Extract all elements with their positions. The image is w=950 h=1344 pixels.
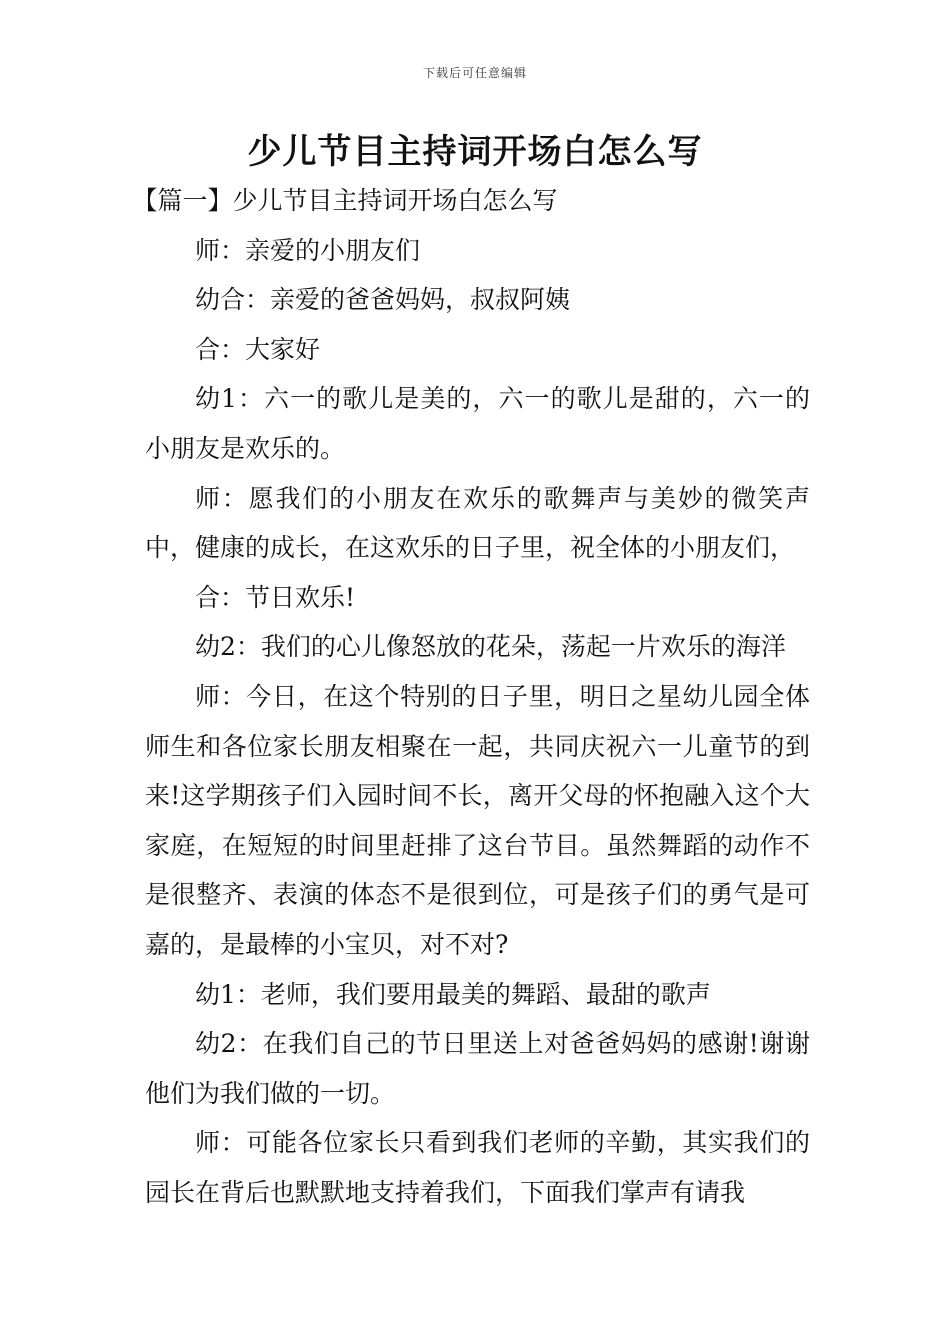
paragraph: 幼1：老师，我们要用最美的舞蹈、最甜的歌声	[195, 979, 711, 1009]
section-heading: 【篇一】少儿节目主持词开场白怎么写	[132, 186, 558, 215]
document-body	[132, 176, 810, 1217]
paragraph: 合：大家好	[195, 334, 321, 364]
paragraph: 师：愿我们的小朋友在欢乐的歌舞声与美妙的微笑声中，健康的成长，在这欢乐的日子里，祝全体的小朋友们，	[145, 483, 810, 563]
paragraph: 师：亲爱的小朋友们	[195, 235, 421, 265]
paragraph: 师：可能各位家长只看到我们老师的辛勤，其实我们的园长在背后也默默地支持着我们，下面我们掌声有请我	[145, 1128, 810, 1207]
paragraph: 幼合：亲爱的爸爸妈妈，叔叔阿姨	[195, 285, 571, 315]
paragraph: 幼1：六一的歌儿是美的，六一的歌儿是甜的，六一的小朋友是欢乐的。	[145, 384, 810, 463]
header-note: 下载后可任意编辑	[422, 66, 527, 80]
paragraph: 合：节日欢乐!	[195, 582, 356, 612]
paragraph: 幼2：我们的心儿像怒放的花朵，荡起一片欢乐的海洋	[195, 632, 786, 662]
paragraph: 师：今日，在这个特别的日子里，明日之星幼儿园全体师生和各位家长朋友相聚在一起，共同庆祝六一儿童节的到来!这学期孩子们入园时间不长，离开父母的怀抱融入这个大家庭，在短短的时间里赶排了这台节目。虽然舞蹈的动作不是很整齐、表演的体态不是很到位，可是孩子们的勇气是可嘉的，是最棒的小宝贝，对不对?	[145, 681, 810, 959]
paragraph: 幼2：在我们自己的节日里送上对爸爸妈妈的感谢!谢谢他们为我们做的一切。	[145, 1029, 810, 1108]
document-title: 少儿节目主持词开场白怎么写	[247, 132, 703, 172]
